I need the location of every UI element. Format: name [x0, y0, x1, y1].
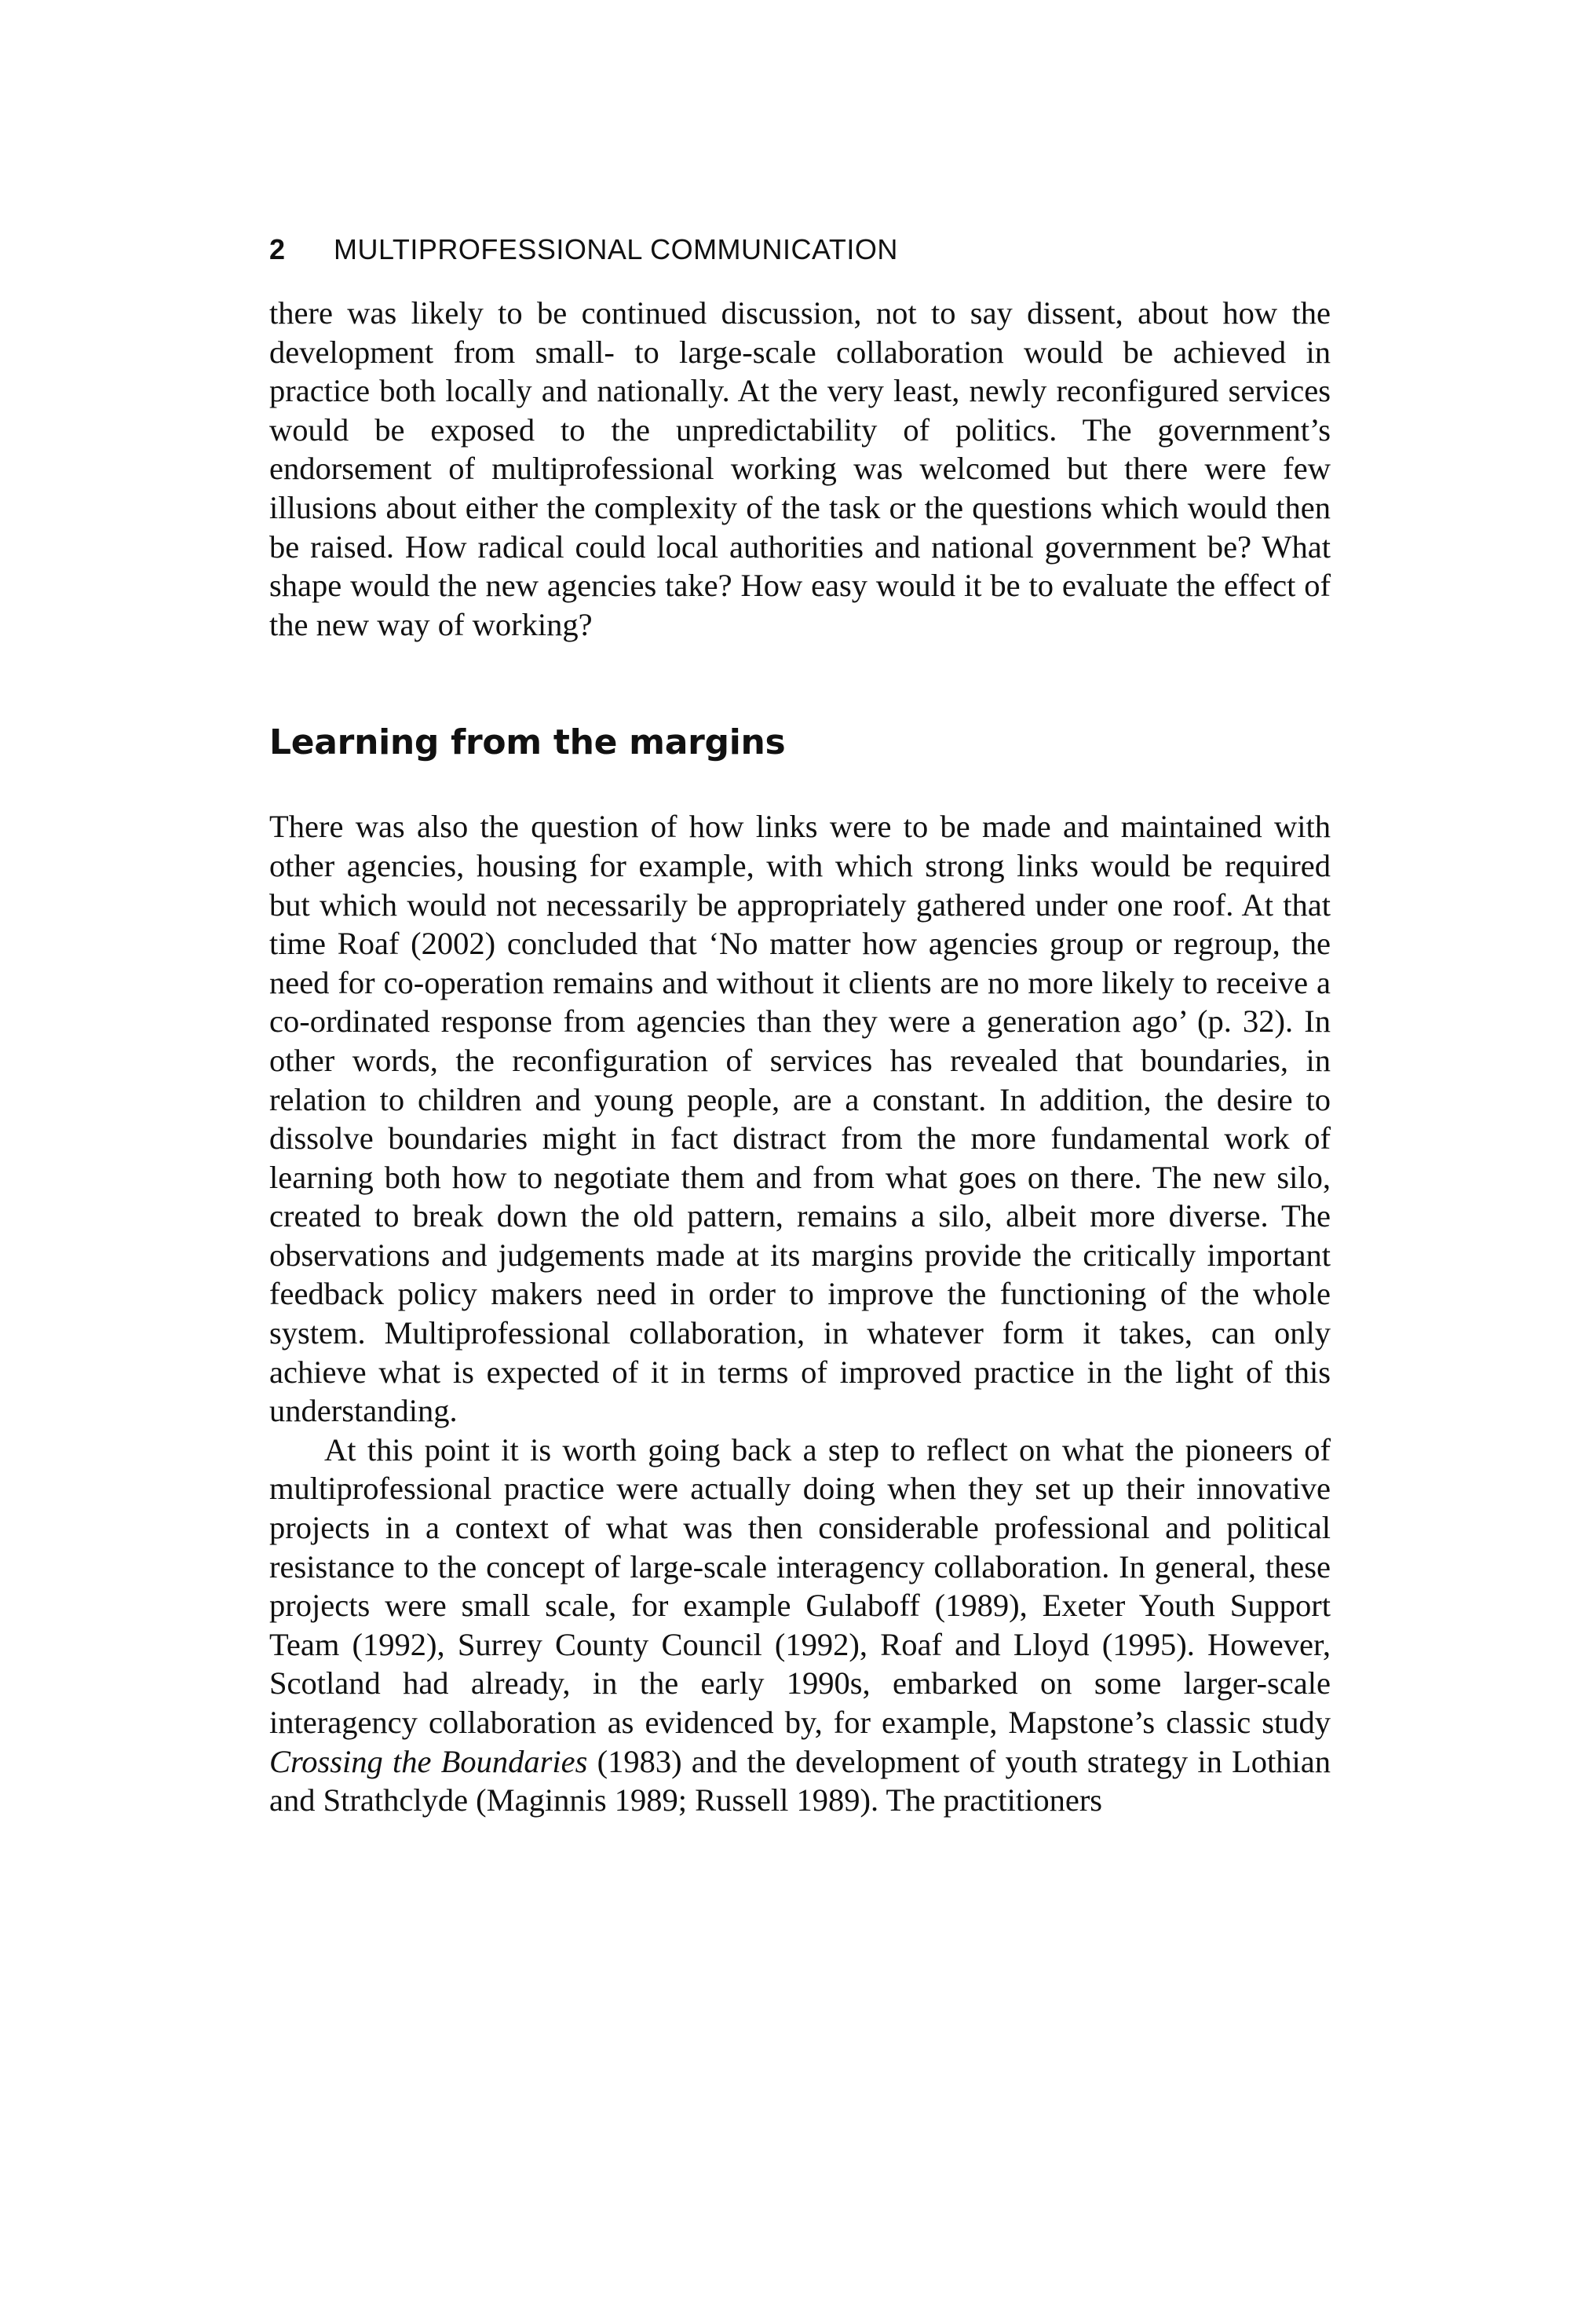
paragraph-pioneers-text-start: At this point it is worth going back a step to reflect on what the pioneers of multiprofessional practice were actually doing when they set up their innovative projects in a context of what was then considerable professional and political resistance to the concept of large-scale interagency collaboration. In general, these projects were small scale, for example Gulaboff (1989), Exeter Youth Support Team (1992), Surrey County Council (1992), Roaf and Lloyd (1995). However, Scotland had already, in the early 1990s, embarked on some larger-scale interagency collaboration as evidenced by, for example, Mapstone’s classic study — [269, 1431, 1331, 1740]
page-number: 2 — [269, 233, 286, 265]
running-head — [269, 233, 1331, 265]
running-head-title: MULTIPROFESSIONAL COMMUNICATION — [334, 233, 898, 265]
paragraph-continued: there was likely to be continued discussion, not to say dissent, about how the development from small- to large-scale collaboration would be achieved in practice both locally and nationally. At the very least, newly reconfigured services would be exposed to the unpredictability of politics. The government’s endorsement of multiprofessional working was welcomed but there were few illusions about either the complexity of the task or the questions which would then be raised. How radical could local authorities and national government be? What shape would the new agencies take? How easy would it be to evaluate the effect of the new way of working? — [269, 295, 1331, 642]
paragraph-learning-from-margins: There was also the question of how links were to be made and maintained with other agencies, housing for example, with which strong links would be required but which would not necessarily be appropriately gathered under one roof. At that time Roaf (2002) concluded that ‘No matter how agencies group or regroup, the need for co-operation remains and without it clients are no more likely to receive a co-ordinated response from agencies than they were a generation ago’ (p. 32). In other words, the reconfiguration of services has revealed that boundaries, in relation to children and young people, are a constant. In addition, the desire to dissolve boundaries might in fact distract from the more fundamental work of learning both how to negotiate them and from what goes on there. The new silo, created to break down the old pattern, remains a silo, albeit more diverse. The observations and judgements made at its margins provide the critically important feedback policy makers need in order to improve the functioning of the whole system. Multiprofessional collaboration, in whatever form it takes, can only achieve what is expected of it in terms of improved practice in the light of this understanding. — [269, 809, 1331, 1429]
paragraph-pioneers — [269, 1431, 1331, 1820]
book-title: Crossing the Boundaries — [269, 1743, 588, 1779]
page-content — [269, 233, 1331, 1820]
paragraph-pioneers-text-end: (1983) and the development of youth strategy in Lothian and Strathclyde (Maginnis 1989; Russell 1989). The practitioners — [269, 1743, 1331, 1818]
section-heading: Learning from the margins — [269, 722, 786, 763]
